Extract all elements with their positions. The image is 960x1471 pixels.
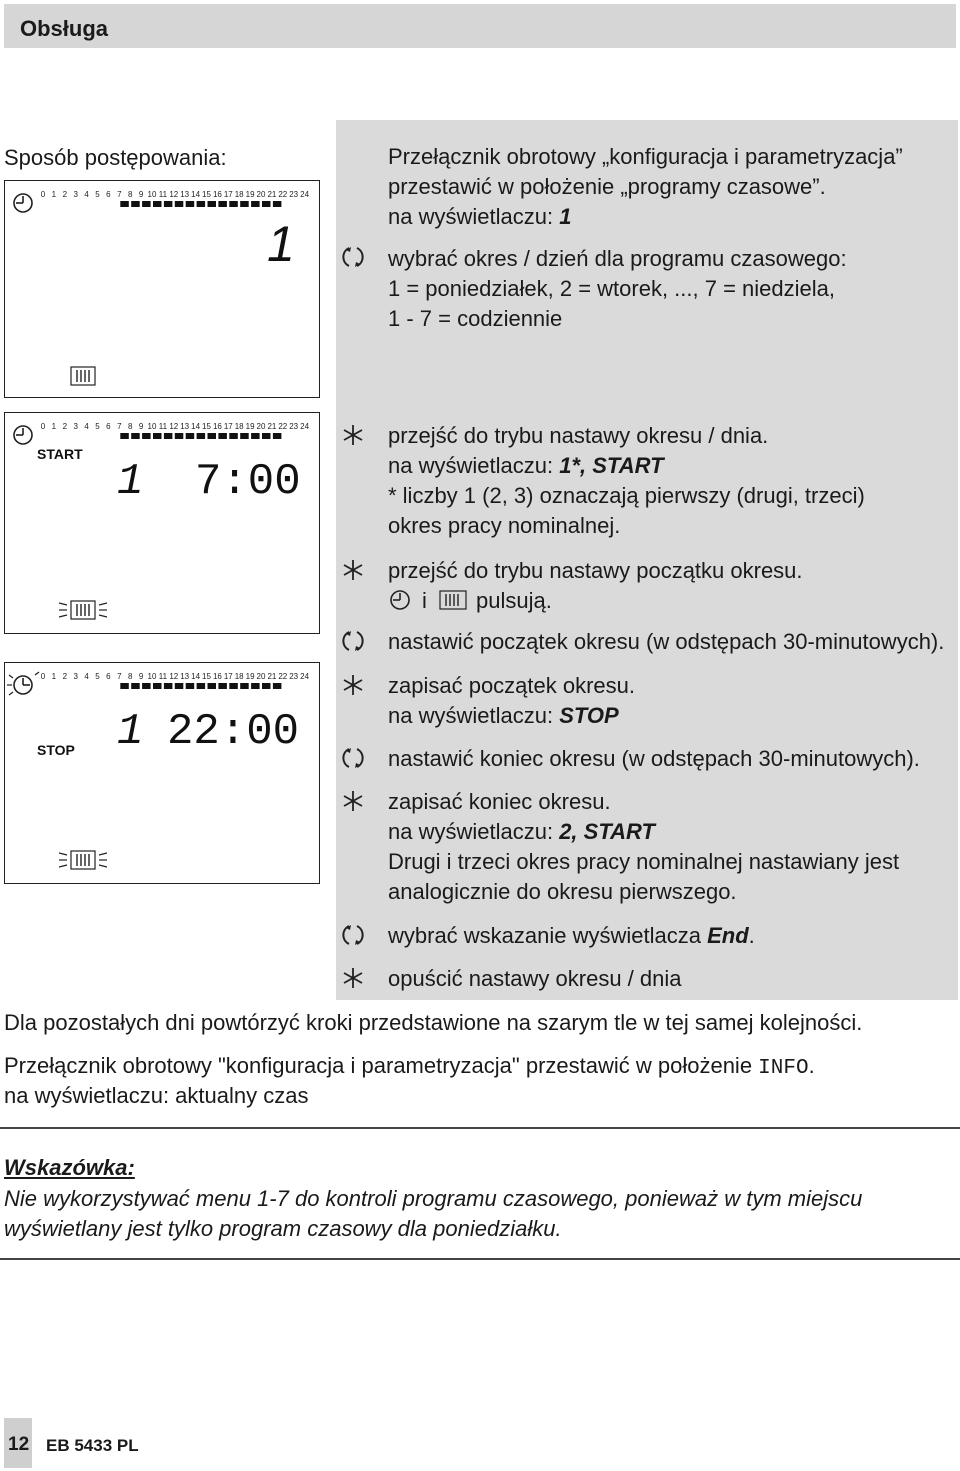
lcd-hour-label: 24 [300,422,310,431]
lcd-hour-label: 1 [51,422,57,431]
lcd-hour-label: 1 [51,672,57,681]
step-5-line-1: zapisać początek okresu. [388,673,636,698]
intro-line-1: Przełącznik obrotowy „konfiguracja i parametryzacja” [388,144,903,169]
press-knob-icon [340,965,366,991]
lcd-hour-segment [251,433,260,439]
lcd-hour-segment [131,433,140,439]
repeat-instruction: Dla pozostałych dni powtórzyć kroki przedstawione na szarym tle w tej samej kolejności. [4,1010,863,1035]
lcd-hour-label: 3 [73,672,78,681]
hint-line-1: Nie wykorzystywać menu 1-7 do kontroli programu czasowego, ponieważ w tym miejscu [4,1186,863,1211]
lcd-hour-label: 1 [51,190,57,199]
lcd-hour-label: 7 [117,422,122,431]
lcd-hour-label: 20 [256,672,266,681]
lcd-hour-segment [153,433,162,439]
lcd-hour-segment [142,433,151,439]
step-3-line-2-end: pulsują. [476,588,552,613]
document-code: EB 5433 PL [46,1436,139,1455]
step-3-line-1: przejść do trybu nastawy początku okresu. [388,558,803,583]
lcd-hour-label: 21 [267,190,277,199]
lcd-day-digit: 1 [267,216,295,272]
radiator-icon [438,589,468,611]
rotate-knob-icon [340,922,366,948]
hint-text [4,1184,862,1244]
lcd-hour-segment [208,433,217,439]
lcd-hour-label: 16 [212,190,222,199]
lcd-hour-segment [142,683,151,689]
lcd-hour-label: 15 [202,190,211,199]
lcd-hour-label: 18 [234,422,244,431]
lcd-hour-label: 6 [106,422,111,431]
lcd-hour-label: 2 [62,672,68,681]
lcd-hour-label: 4 [84,190,89,199]
lcd-hour-segment [197,683,206,689]
lcd-hour-segment [251,683,260,689]
lcd-3-graphic [5,663,321,885]
lcd-hour-segment [175,201,184,207]
lcd-hour-segment [240,433,249,439]
step-2-line-2: na wyświetlaczu: 1*, START [388,453,664,478]
lcd-hour-label: 12 [169,190,179,199]
lcd-hour-segment [175,683,184,689]
divider [0,1258,960,1260]
lcd-hour-label: 15 [202,422,211,431]
lcd-hour-segment [164,433,173,439]
lcd-hour-label: 10 [147,190,157,199]
lcd-hour-label: 20 [256,422,266,431]
step-2-line-3: * liczby 1 (2, 3) oznaczają pierwszy (drugi, trzeci) [388,483,865,508]
lcd-hour-segment [120,683,129,689]
lcd-hour-segment [218,201,227,207]
lcd-hour-label: 11 [158,422,168,431]
lcd-hour-label: 4 [84,422,89,431]
lcd-hour-segment [208,201,217,207]
hint-title: Wskazówka: [4,1155,135,1180]
lcd-hour-label: 3 [73,190,78,199]
header-bar [4,4,956,48]
lcd-hour-label: 23 [289,190,299,199]
lcd-hour-label: 19 [245,422,255,431]
lcd-hour-segment [229,683,238,689]
lcd-hour-segment [262,201,271,207]
step-6-line-1: nastawić koniec okresu (w odstępach 30-minutowych). [388,746,920,771]
lcd-time: 22:00 [167,707,300,757]
step-7-line-3: Drugi i trzeci okres pracy nominalnej nastawiany jest [388,849,900,874]
lcd-hour-label: 12 [169,672,179,681]
step-8-line-1: wybrać wskazanie wyświetlacza End. [388,923,755,948]
lcd-day-digit: 1 [117,457,144,507]
lcd-hour-segment [186,683,195,689]
lcd-hour-label: 5 [95,422,100,431]
lcd-hour-label: 14 [191,190,201,199]
lcd-hour-label: 13 [180,422,190,431]
intro-line-3: na wyświetlaczu: 1 [388,204,572,229]
lcd-hour-label: 6 [106,672,111,681]
lcd-hour-label: 13 [180,672,190,681]
lcd-hour-label: 20 [256,190,266,199]
lcd-display-day-select [4,180,320,398]
rotate-knob-icon [340,628,366,654]
lcd-hour-label: 22 [278,190,288,199]
lcd-hour-segment [218,433,227,439]
lcd-hour-segment [164,201,173,207]
lcd-1-graphic [5,181,321,399]
lcd-hour-segment [208,683,217,689]
lcd-hour-segment [240,683,249,689]
lcd-hour-segment [240,201,249,207]
lcd-hour-segment [262,683,271,689]
rotate-knob-icon [340,244,366,270]
radiator-icon [71,367,95,385]
lcd-hour-label: 9 [138,190,144,199]
lcd-hour-label: 23 [289,422,299,431]
lcd-day-digit: 1 [117,707,144,757]
lcd-hour-label: 19 [245,190,255,199]
lcd-hour-label: 16 [212,672,222,681]
lcd-hour-segment [120,433,129,439]
step-3-line-2-and: i [422,588,427,613]
lcd-hour-label: 15 [202,672,211,681]
lcd-2-graphic [5,413,321,635]
lcd-hour-label: 7 [117,672,122,681]
page-number: 12 [8,1434,30,1455]
lcd-hour-label: 9 [138,422,144,431]
lcd-display-start [4,412,320,634]
lcd-hour-label: 10 [147,422,157,431]
lcd-hour-label: 17 [223,672,233,681]
lcd-hour-label: 14 [191,672,201,681]
lcd-hour-segment [229,433,238,439]
lcd-hour-label: 4 [84,672,89,681]
step-7-line-1: zapisać koniec okresu. [388,789,611,814]
rotate-knob-icon [340,745,366,771]
lcd-hour-label: 23 [289,672,299,681]
lcd-hour-segment [273,201,282,207]
lcd-hour-label: 9 [138,672,144,681]
lcd-hour-segment [273,433,282,439]
lcd-hour-label: 0 [40,190,46,199]
lcd-hour-label: 8 [127,422,133,431]
lcd-hour-segment [218,683,227,689]
clock-icon [7,672,39,695]
lcd-hour-label: 11 [158,672,168,681]
lcd-hour-segment [229,201,238,207]
lcd-hour-label: 16 [212,422,222,431]
lcd-hour-label: 18 [234,190,244,199]
lcd-hour-label: 0 [40,422,46,431]
lcd-hour-label: 14 [191,422,201,431]
radiator-icon [59,601,107,619]
clock-icon [388,588,412,612]
lcd-hour-segment [153,201,162,207]
lcd-hour-segment [251,201,260,207]
switch-instruction: Przełącznik obrotowy "konfiguracja i parametryzacja" przestawić w położenie INFO. [4,1053,815,1080]
lcd-hour-label: 24 [300,190,310,199]
lcd-hour-label: 21 [267,422,277,431]
press-knob-icon [340,422,366,448]
intro-line-2: przestawić w położenie „programy czasowe”. [388,174,826,199]
step-7-line-4: analogicznie do okresu pierwszego. [388,879,737,904]
step-7-line-2: na wyświetlaczu: 2, START [388,819,655,844]
step-4-line-1: nastawić początek okresu (w odstępach 30-minutowych). [388,629,945,654]
step-1-line-3: 1 - 7 = codziennie [388,306,563,331]
section-title: Sposób postępowania: [4,145,227,170]
step-2-line-4: okres pracy nominalnej. [388,513,621,538]
lcd-hour-segment [186,433,195,439]
step-2-line-1: przejść do trybu nastawy okresu / dnia. [388,423,769,448]
press-knob-icon [340,672,366,698]
lcd-hour-segment [120,201,129,207]
clock-icon [14,426,32,444]
lcd-hour-segment [164,683,173,689]
lcd-hour-segment [262,433,271,439]
lcd-hour-segment [153,683,162,689]
lcd-hour-segment [142,201,151,207]
lcd-hour-label: 8 [127,672,133,681]
lcd-hour-segment [175,433,184,439]
clock-icon [14,194,32,212]
step-9-line-1: opuścić nastawy okresu / dnia [388,966,682,991]
lcd-hour-label: 22 [278,672,288,681]
lcd-hour-label: 11 [158,190,168,199]
step-1-line-1: wybrać okres / dzień dla programu czasowego: [388,246,847,271]
lcd-hour-segment [131,201,140,207]
lcd-hour-label: 22 [278,422,288,431]
lcd-hour-label: 3 [73,422,78,431]
lcd-stop-label: STOP [37,742,75,758]
lcd-hour-label: 7 [117,190,122,199]
lcd-hour-segment [197,201,206,207]
lcd-hour-label: 2 [62,422,68,431]
lcd-hour-label: 19 [245,672,255,681]
lcd-time: 7:00 [195,457,301,507]
radiator-icon [59,851,107,869]
step-5-line-2: na wyświetlaczu: STOP [388,703,619,728]
lcd-hour-segment [197,433,206,439]
lcd-hour-label: 21 [267,672,277,681]
lcd-hour-label: 6 [106,190,111,199]
lcd-hour-label: 12 [169,422,179,431]
lcd-hour-label: 2 [62,190,68,199]
lcd-hour-segment [186,201,195,207]
hint-line-2: wyświetlany jest tylko program czasowy dla poniedziałku. [4,1216,562,1241]
lcd-hour-label: 5 [95,190,100,199]
press-knob-icon [340,557,366,583]
lcd-start-label: START [37,446,83,462]
lcd-hour-label: 8 [127,190,133,199]
lcd-hour-label: 24 [300,672,310,681]
step-1-line-2: 1 = poniedziałek, 2 = wtorek, ..., 7 = niedziela, [388,276,835,301]
lcd-hour-label: 17 [223,190,233,199]
lcd-hour-label: 17 [223,422,233,431]
lcd-hour-label: 13 [180,190,190,199]
lcd-display-stop [4,662,320,884]
current-time-note: na wyświetlaczu: aktualny czas [4,1083,309,1108]
divider [0,1127,960,1129]
lcd-hour-segment [273,683,282,689]
lcd-hour-label: 0 [40,672,46,681]
press-knob-icon [340,788,366,814]
lcd-hour-label: 5 [95,672,100,681]
lcd-hour-segment [131,683,140,689]
lcd-hour-label: 10 [147,672,157,681]
lcd-hour-label: 18 [234,672,244,681]
page-title: Obsługa [20,16,109,41]
